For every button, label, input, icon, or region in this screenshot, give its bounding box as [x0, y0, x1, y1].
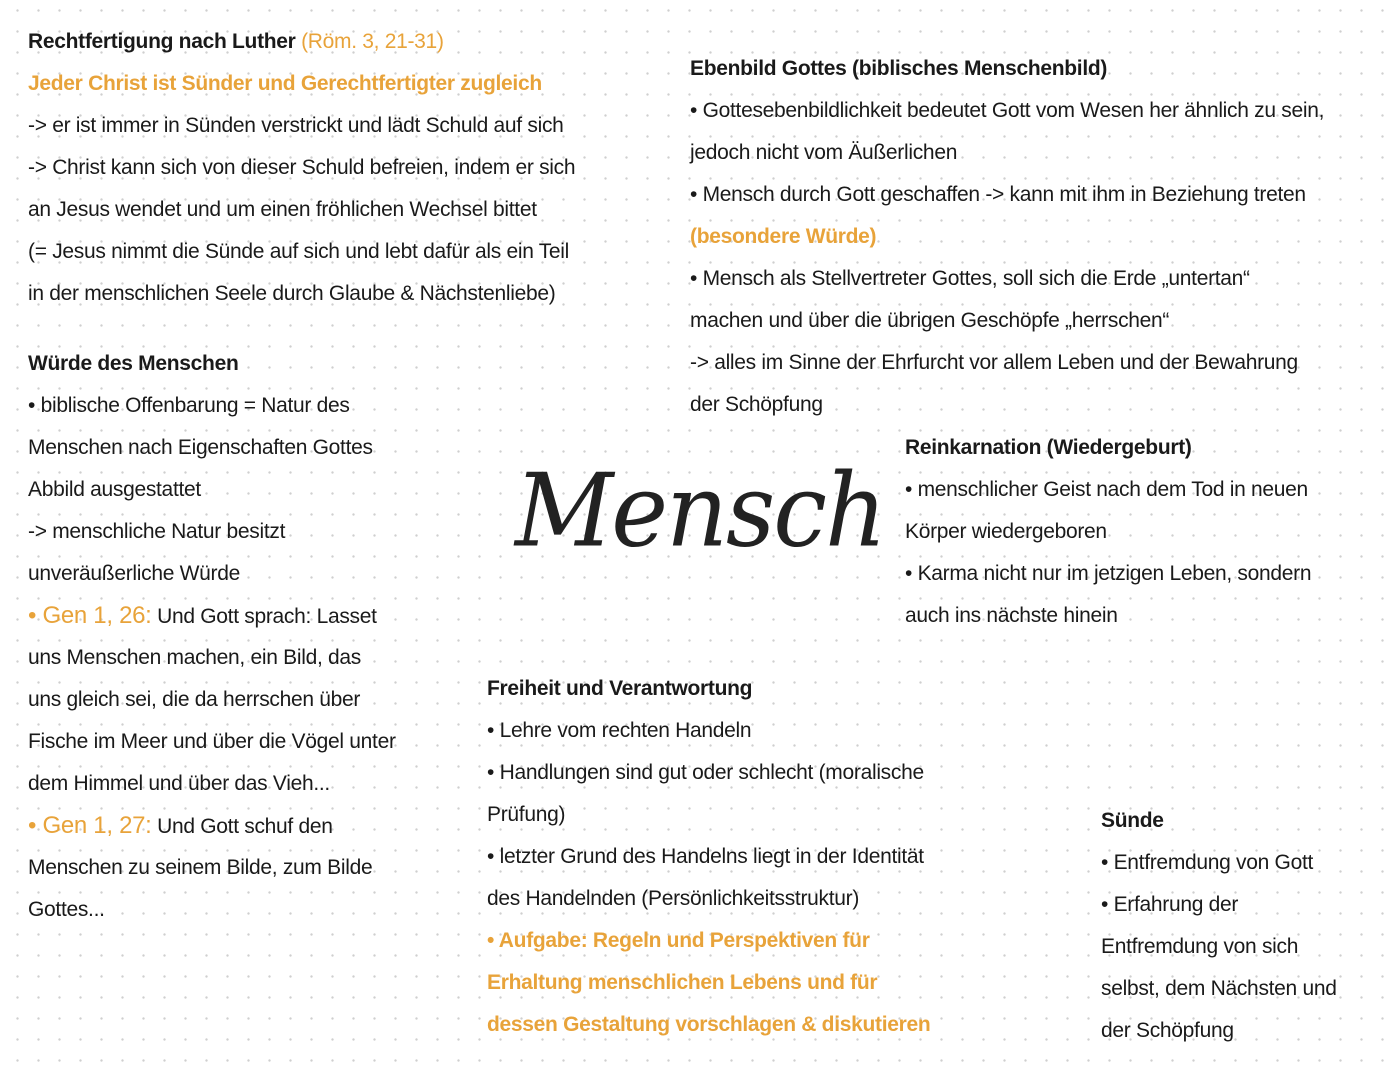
- text-line: • menschlicher Geist nach dem Tod in neuen: [905, 478, 1308, 501]
- text-line: des Handelnden (Persönlichkeitsstruktur): [487, 887, 860, 910]
- text-line: der Schöpfung: [1101, 1019, 1234, 1042]
- section-heading: Sünde: [1101, 809, 1164, 832]
- section-freiheit: [487, 668, 930, 1046]
- text-line: • Handlungen sind gut oder schlecht (moralische: [487, 761, 924, 784]
- text-line: • Mensch als Stellvertreter Gottes, soll sich die Erde „untertan“: [690, 267, 1250, 290]
- text-line: • Lehre vom rechten Handeln: [487, 719, 752, 742]
- section-wuerde: [28, 343, 396, 931]
- text-line: jedoch nicht vom Äußerlichen: [690, 141, 958, 164]
- text-line: • Erfahrung der: [1101, 893, 1239, 916]
- text-line: • biblische Offenbarung = Natur des: [28, 394, 350, 417]
- text-line: uns Menschen machen, ein Bild, das: [28, 646, 361, 669]
- bible-reference: • Gen 1, 26:: [28, 602, 152, 629]
- task-line: Erhaltung menschlichen Lebens und für: [487, 971, 878, 994]
- text-line: der Schöpfung: [690, 393, 823, 416]
- text-line: Und Gott sprach: Lasset: [151, 605, 377, 628]
- section-heading: Ebenbild Gottes (biblisches Menschenbild): [690, 57, 1108, 80]
- text-line: in der menschlichen Seele durch Glaube & Nächstenliebe): [28, 282, 556, 305]
- text-line: Und Gott schuf den: [151, 815, 333, 838]
- subheading: Jeder Christ ist Sünder und Gerechtfertigter zugleich: [28, 72, 542, 95]
- text-line: • letzter Grund des Handelns liegt in der Identität: [487, 845, 924, 868]
- text-line: -> alles im Sinne der Ehrfurcht vor allem Leben und der Bewahrung: [690, 351, 1298, 374]
- bible-reference: • Gen 1, 27:: [28, 812, 152, 839]
- bible-reference: (Röm. 3, 21-31): [295, 30, 444, 53]
- section-reinkarnation: [905, 427, 1311, 637]
- highlight: (besondere Würde): [690, 225, 877, 248]
- text-line: auch ins nächste hinein: [905, 604, 1118, 627]
- section-heading: Freiheit und Verantwortung: [487, 677, 753, 700]
- text-line: (= Jesus nimmt die Sünde auf sich und lebt dafür als ein Teil: [28, 240, 570, 263]
- page-title: Mensch: [515, 452, 885, 570]
- text-line: • Karma nicht nur im jetzigen Leben, sondern: [905, 562, 1312, 585]
- text-line: Menschen nach Eigenschaften Gottes: [28, 436, 373, 459]
- text-line: an Jesus wendet und um einen fröhlichen Wechsel bittet: [28, 198, 537, 221]
- section-heading: Rechtfertigung nach Luther: [28, 30, 296, 53]
- text-line: Abbild ausgestattet: [28, 478, 201, 501]
- text-line: Entfremdung von sich: [1101, 935, 1299, 958]
- text-line: uns gleich sei, die da herrschen über: [28, 688, 361, 711]
- task-line: dessen Gestaltung vorschlagen & diskutieren: [487, 1013, 931, 1036]
- text-line: -> er ist immer in Sünden verstrickt und lädt Schuld auf sich: [28, 114, 564, 137]
- text-line: Fische im Meer und über die Vögel unter: [28, 730, 396, 753]
- text-line: machen und über die übrigen Geschöpfe „herrschen“: [690, 309, 1170, 332]
- text-line: Gottes...: [28, 898, 105, 921]
- text-line: • Mensch durch Gott geschaffen -> kann mit ihm in Beziehung treten: [690, 183, 1306, 206]
- section-rechtfertigung: [28, 21, 575, 315]
- section-ebenbild: [690, 48, 1324, 426]
- section-heading: Würde des Menschen: [28, 352, 239, 375]
- section-suende: [1101, 800, 1337, 1052]
- text-line: Körper wiedergeboren: [905, 520, 1107, 543]
- section-heading: Reinkarnation (Wiedergeburt): [905, 436, 1192, 459]
- text-line: dem Himmel und über das Vieh...: [28, 772, 330, 795]
- text-line: -> Christ kann sich von dieser Schuld befreien, indem er sich: [28, 156, 576, 179]
- text-line: selbst, dem Nächsten und: [1101, 977, 1337, 1000]
- text-line: -> menschliche Natur besitzt: [28, 520, 286, 543]
- text-line: Menschen zu seinem Bilde, zum Bilde: [28, 856, 373, 879]
- text-line: • Entfremdung von Gott: [1101, 851, 1314, 874]
- task-line: • Aufgabe: Regeln und Perspektiven für: [487, 929, 870, 952]
- text-line: unveräußerliche Würde: [28, 562, 240, 585]
- text-line: • Gottesebenbildlichkeit bedeutet Gott vom Wesen her ähnlich zu sein,: [690, 99, 1325, 122]
- text-line: Prüfung): [487, 803, 566, 826]
